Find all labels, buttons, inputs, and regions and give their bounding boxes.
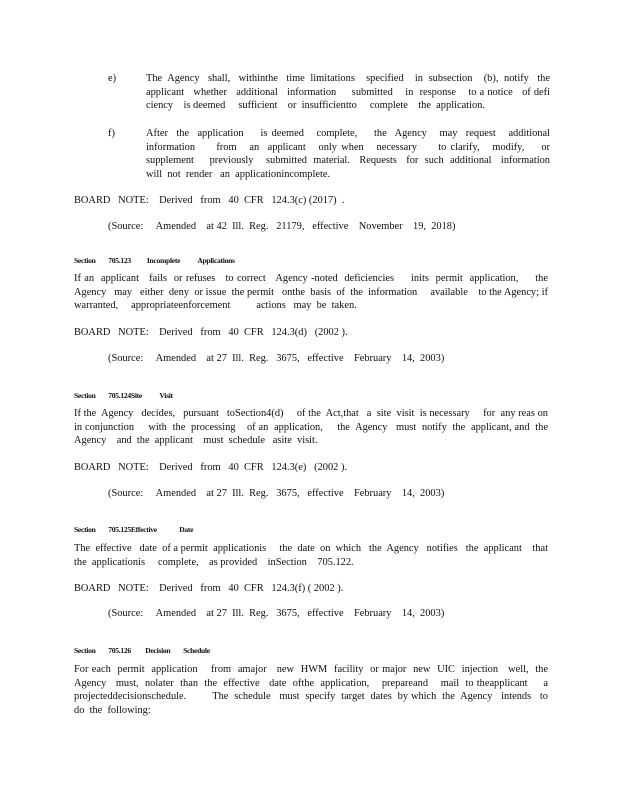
- item-label: e): [108, 73, 117, 84]
- source-note: (Source: Amended at 42 Ill. Reg. 21179, effective November 19, 2018): [108, 221, 456, 232]
- section-paragraph: If an applicant fails or refuses to correct Agency -noted deficiencies inits permit application, the Agency may either deny or issue the permit onthe basis of the information available to the Agency; if warranted, appropriateenforcement actions may be taken.: [74, 273, 551, 312]
- list-item-f: [108, 127, 553, 181]
- list-item-e: [108, 72, 553, 113]
- item-text: After the application is deemed complete, the Agency may request additional information from an applicant only when necessary to clarify, modify, or supplement previously submitted material. Requests for such additional information will not render an applicationincomplete.: [146, 128, 553, 180]
- section-paragraph: If the Agency decides, pursuant toSection4(d) of the Act,that a site visit is necessary for any reas on in conjunction with the processing of an application, the Agency must notify the applicant, and the Agency and the applicant must schedule asite visit.: [74, 408, 554, 447]
- item-label: f): [108, 128, 115, 139]
- board-note: BOARD NOTE: Derived from 40 CFR 124.3(d) (2002 ).: [74, 327, 348, 338]
- section-paragraph: The effective date of a permit applicationis the date on which the Agency notifies the applicant that the applicationis complete, as provided inSection 705.122.: [74, 543, 551, 568]
- source-note: (Source: Amended at 27 Ill. Reg. 3675, effective February 14, 2003): [108, 608, 445, 619]
- section-heading: Section 705.125Effective Date: [74, 524, 194, 534]
- source-note: (Source: Amended at 27 Ill. Reg. 3675, effective February 14, 2003): [108, 488, 445, 499]
- section-heading: Section 705.124Site Visit: [74, 390, 173, 400]
- board-note: BOARD NOTE: Derived from 40 CFR 124.3(f) ( 2002 ).: [74, 583, 344, 594]
- board-note: BOARD NOTE: Derived from 40 CFR 124.3(e) (2002 ).: [74, 462, 348, 473]
- item-text: The Agency shall, withinthe time limitations specified in subsection (b), notify the applicant whether additional information submitted in response to a notice of defi ciency is deemed sufficient or insufficientto complete the application.: [146, 73, 553, 112]
- section-paragraph: For each permit application from amajor new HWM facility or major new UIC injection well, the Agency must, nolater than the effective date ofthe application, prepareand mail to theapplicant a projecteddecisionschedule. The schedule must specify target dates by which the Agency intends to do the following:: [74, 664, 551, 716]
- section-heading: Section 705.123 Incomplete Applications: [74, 255, 235, 265]
- section-heading: Section 705.126 Decision Schedule: [74, 645, 210, 655]
- source-note: (Source: Amended at 27 Ill. Reg. 3675, effective February 14, 2003): [108, 353, 445, 364]
- board-note: BOARD NOTE: Derived from 40 CFR 124.3(c) (2017) .: [74, 195, 345, 206]
